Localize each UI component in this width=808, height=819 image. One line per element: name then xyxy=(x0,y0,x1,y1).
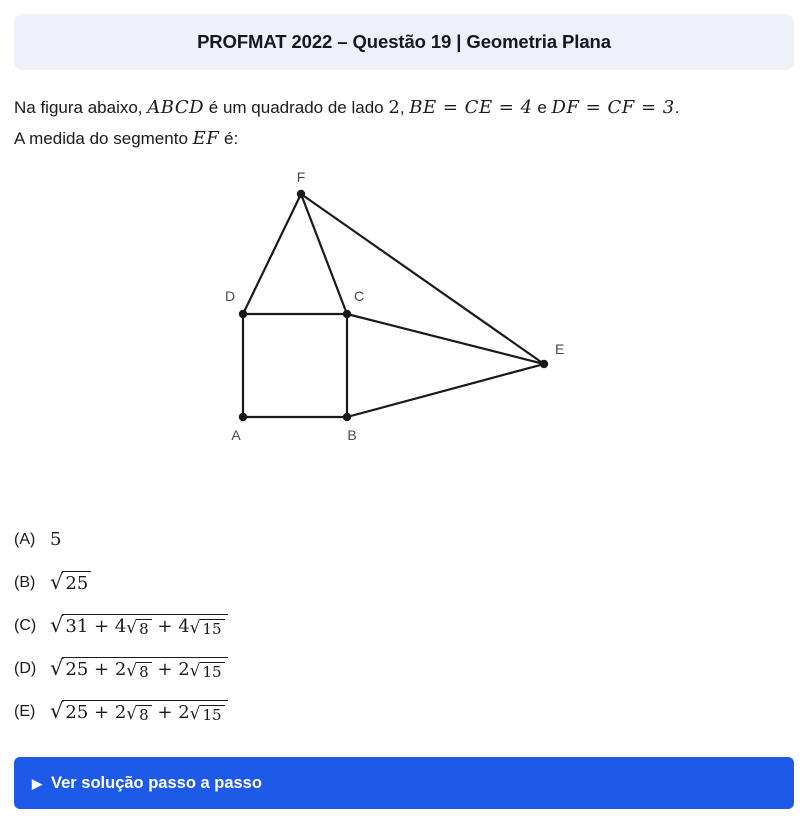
radical xyxy=(50,657,228,681)
radicand xyxy=(62,700,227,724)
option-d-value xyxy=(50,657,228,681)
radicand-mid: + 2 xyxy=(151,701,190,723)
radicand xyxy=(62,614,227,638)
show-solution-label: Ver solução passo a passo xyxy=(51,773,262,792)
option-b-label: (B) xyxy=(14,573,36,591)
label-e: E xyxy=(555,341,565,357)
label-d: D xyxy=(224,288,236,304)
point-a xyxy=(239,413,247,421)
point-c xyxy=(343,310,351,318)
radicand-mid: + 2 xyxy=(151,658,190,680)
radical-sign: √ xyxy=(50,698,64,723)
radicand: 8 xyxy=(136,705,152,724)
triangle-dcf xyxy=(243,194,347,314)
label-b: B xyxy=(347,427,357,443)
radical-sign: √ xyxy=(189,660,201,681)
option-e-value xyxy=(50,700,228,724)
radicand-pre: 25 + 2 xyxy=(65,658,127,680)
radical-sign: √ xyxy=(50,655,64,680)
answer-options xyxy=(14,518,794,733)
radical xyxy=(50,700,228,724)
inner-radical-1 xyxy=(126,662,151,681)
geometry-figure xyxy=(0,172,808,502)
radicand-pre: 31 + 4 xyxy=(65,615,127,637)
statement-text-3: A medida do segmento xyxy=(14,129,188,148)
radical xyxy=(50,614,228,638)
option-d[interactable] xyxy=(14,647,794,690)
radicand xyxy=(62,657,227,681)
radical-sign: √ xyxy=(126,617,138,638)
radicand-mid: + 4 xyxy=(151,615,190,637)
figure-svg xyxy=(104,172,704,502)
inner-radical-1 xyxy=(126,619,151,638)
option-c-value xyxy=(50,614,228,638)
radicand: 25 xyxy=(62,571,91,594)
math-df-cf: DF = CF = 3 xyxy=(551,97,675,118)
header-banner xyxy=(14,14,794,70)
option-c-label: (C) xyxy=(14,616,37,634)
radicand: 15 xyxy=(200,662,225,681)
radical-sign: √ xyxy=(189,703,201,724)
math-be-ce: BE = CE = 4 xyxy=(409,97,533,118)
inner-radical-2 xyxy=(190,662,225,681)
option-e[interactable] xyxy=(14,690,794,733)
radicand-pre: 25 + 2 xyxy=(65,701,127,723)
inner-radical-1 xyxy=(126,705,151,724)
point-d xyxy=(239,310,247,318)
math-abcd: ABCD xyxy=(147,97,205,118)
radicand: 15 xyxy=(200,705,225,724)
point-e xyxy=(540,360,548,368)
radical-sign: √ xyxy=(126,703,138,724)
statement-comma: , xyxy=(399,98,405,117)
radicand: 8 xyxy=(136,619,152,638)
play-triangle-icon: ▶ xyxy=(32,775,42,791)
question-page xyxy=(0,14,808,819)
radicand: 8 xyxy=(136,662,152,681)
radical-sign: √ xyxy=(189,617,201,638)
point-f xyxy=(297,190,305,198)
radical xyxy=(50,571,91,594)
show-solution-button[interactable] xyxy=(14,757,794,809)
triangle-bce xyxy=(347,314,544,417)
radical-sign: √ xyxy=(50,570,64,594)
statement-and: e xyxy=(537,98,547,117)
option-a[interactable] xyxy=(14,518,794,561)
question-statement xyxy=(14,92,794,154)
label-c: C xyxy=(354,288,365,304)
statement-text-4: é: xyxy=(224,129,239,148)
statement-period: . xyxy=(674,98,680,117)
radical-sign: √ xyxy=(126,660,138,681)
option-b[interactable] xyxy=(14,561,794,604)
math-side: 2 xyxy=(388,97,400,118)
statement-text-2: é um quadrado de lado xyxy=(208,98,384,117)
label-f: F xyxy=(296,172,306,185)
math-ef: EF xyxy=(192,128,220,149)
inner-radical-2 xyxy=(190,619,225,638)
option-b-value xyxy=(50,571,91,594)
inner-radical-2 xyxy=(190,705,225,724)
statement-text-1: Na figura abaixo, xyxy=(14,98,143,117)
option-d-label: (D) xyxy=(14,659,37,677)
label-a: A xyxy=(231,427,241,443)
point-b xyxy=(343,413,351,421)
option-a-value: 5 xyxy=(50,529,62,550)
segment-fe xyxy=(301,194,544,364)
option-a-label: (A) xyxy=(14,530,36,548)
option-c[interactable] xyxy=(14,604,794,647)
radicand: 15 xyxy=(200,619,225,638)
page-title: PROFMAT 2022 – Questão 19 | Geometria Plana xyxy=(197,31,611,52)
radical-sign: √ xyxy=(50,612,64,637)
square-abcd xyxy=(243,314,347,417)
option-e-label: (E) xyxy=(14,702,36,720)
